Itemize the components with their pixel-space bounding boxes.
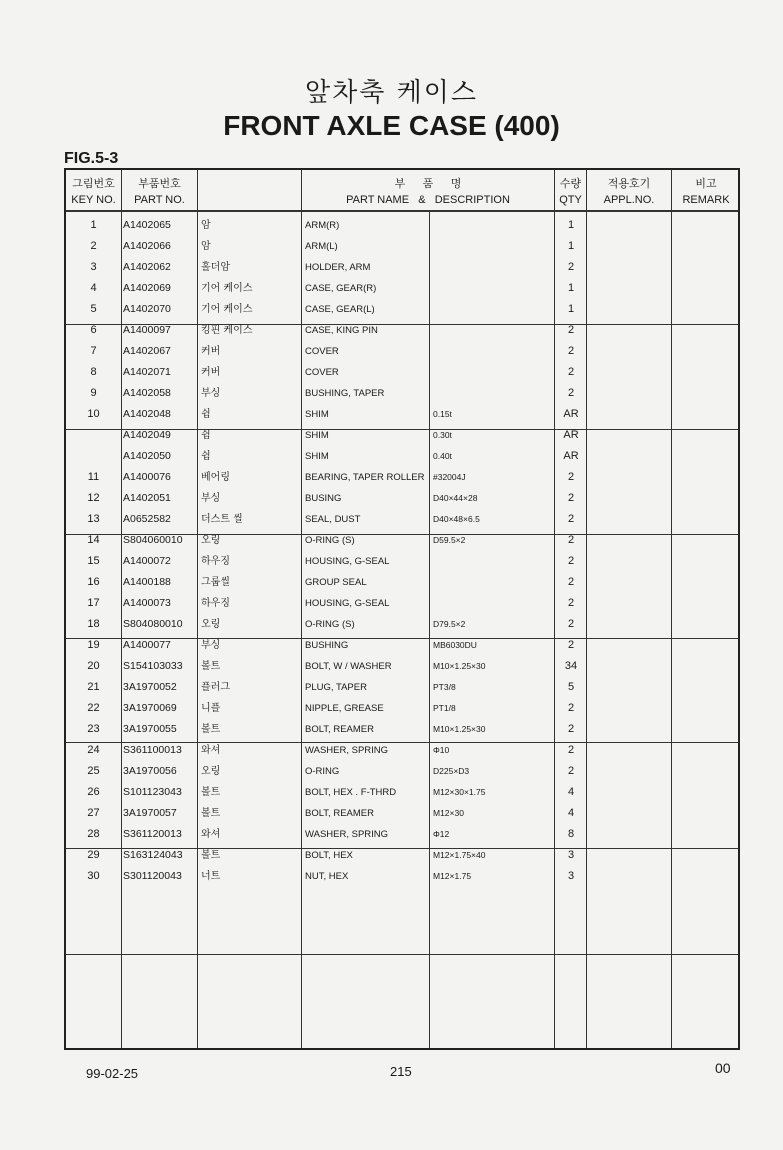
- key-no: 24: [87, 744, 100, 756]
- quantity: 2: [567, 492, 575, 504]
- part-no: A1402058: [123, 387, 171, 399]
- table-row: [66, 824, 738, 845]
- quantity: 2: [567, 366, 575, 378]
- table-row: [66, 467, 738, 488]
- quantity: 34: [564, 660, 578, 672]
- col-header-qty: 수량 QTY: [559, 177, 582, 206]
- part-no: A1402070: [123, 303, 171, 315]
- part-name: BOLT, HEX: [305, 850, 353, 861]
- table-row: [66, 572, 738, 593]
- quantity: 2: [567, 513, 575, 525]
- part-no: S804060010: [123, 534, 183, 546]
- part-name-korean: 쉼: [201, 409, 211, 420]
- part-name-korean: 쉼: [201, 430, 211, 441]
- quantity: 2: [567, 639, 575, 651]
- description: D225×D3: [433, 766, 470, 776]
- part-no: A1402065: [123, 219, 171, 231]
- key-no: 12: [87, 492, 100, 504]
- description: PT1/8: [433, 703, 456, 713]
- key-no: 19: [87, 639, 100, 651]
- quantity: 2: [567, 534, 575, 546]
- table-row: [66, 866, 738, 887]
- part-no: A1400077: [123, 639, 171, 651]
- col-header-appl: 적용호기 APPL.NO.: [603, 177, 655, 206]
- quantity: 4: [567, 807, 575, 819]
- quantity: 2: [567, 387, 575, 399]
- table-row: [66, 425, 738, 446]
- key-no: 10: [87, 408, 100, 420]
- part-name-korean: 더스트 씰: [201, 514, 243, 525]
- part-name: O-RING (S): [305, 619, 355, 630]
- quantity: 2: [567, 765, 575, 777]
- part-name: NUT, HEX: [305, 871, 349, 882]
- quantity: 8: [567, 828, 575, 840]
- quantity: 1: [567, 303, 575, 315]
- description: Φ10: [433, 745, 450, 755]
- part-no: A1402062: [123, 261, 171, 273]
- description: M12×30×1.75: [433, 787, 486, 797]
- part-no: A1400188: [123, 576, 171, 588]
- quantity: 3: [567, 849, 575, 861]
- part-name-korean: 그룹씰: [201, 577, 230, 588]
- quantity: AR: [563, 429, 579, 441]
- table-row: [66, 215, 738, 236]
- part-no: 3A1970057: [123, 807, 177, 819]
- part-no: S163124043: [123, 849, 183, 861]
- part-no: A1402069: [123, 282, 171, 294]
- description: 0.40t: [433, 451, 452, 461]
- part-name-korean: 오링: [201, 619, 221, 630]
- description: 0.30t: [433, 430, 452, 440]
- table-row: [66, 635, 738, 656]
- key-no: 16: [87, 576, 100, 588]
- part-name-korean: 니플: [201, 703, 221, 714]
- part-name: ARM(L): [305, 241, 338, 252]
- part-name-korean: 홀더암: [201, 262, 230, 273]
- table-row: [66, 341, 738, 362]
- table-row: [66, 383, 738, 404]
- part-name: SHIM: [305, 430, 329, 441]
- quantity: 2: [567, 324, 575, 336]
- part-name: COVER: [305, 367, 339, 378]
- part-name: HOUSING, G-SEAL: [305, 598, 390, 609]
- parts-table: [64, 168, 740, 1050]
- part-no: A1400097: [123, 324, 171, 336]
- part-name: CASE, GEAR(R): [305, 283, 377, 294]
- table-row: [66, 782, 738, 803]
- key-no: 13: [87, 513, 100, 525]
- part-name-korean: 오링: [201, 766, 221, 777]
- key-no: 22: [87, 702, 100, 714]
- part-name: WASHER, SPRING: [305, 829, 389, 840]
- part-name-korean: 부싱: [201, 388, 221, 399]
- quantity: 2: [567, 345, 575, 357]
- footer-date: 99-02-25: [86, 1066, 139, 1081]
- key-no: 6: [90, 324, 97, 336]
- part-name: BOLT, HEX . F-THRD: [305, 787, 397, 798]
- quantity: 2: [567, 576, 575, 588]
- part-name-korean: 볼트: [201, 850, 221, 861]
- key-no: 1: [90, 219, 97, 231]
- key-no: 11: [87, 471, 100, 483]
- part-no: 3A1970052: [123, 681, 177, 693]
- description: M10×1.25×30: [433, 661, 486, 671]
- quantity: 4: [567, 786, 575, 798]
- part-name: CASE, KING PIN: [305, 325, 378, 336]
- table-row: [66, 257, 738, 278]
- description: 0.15t: [433, 409, 452, 419]
- part-name: SHIM: [305, 451, 329, 462]
- part-name-korean: 부싱: [201, 493, 221, 504]
- col-header-key: 그림번호 KEY NO.: [71, 177, 116, 206]
- part-name-korean: 오링: [201, 535, 221, 546]
- part-no: A1402049: [123, 429, 171, 441]
- table-row: [66, 236, 738, 257]
- part-name: GROUP SEAL: [305, 577, 367, 588]
- table-row: [66, 677, 738, 698]
- quantity: 2: [567, 702, 575, 714]
- table-row: [66, 740, 738, 761]
- part-name-korean: 커버: [201, 367, 221, 378]
- description: D40×44×28: [433, 493, 478, 503]
- part-name-korean: 볼트: [201, 808, 221, 819]
- key-no: 17: [87, 597, 100, 609]
- part-name: ARM(R): [305, 220, 340, 231]
- key-no: 9: [90, 387, 97, 399]
- col-header-part: 부품번호 PART NO.: [134, 177, 185, 206]
- part-name: BOLT, REAMER: [305, 724, 374, 735]
- key-no: 7: [90, 345, 97, 357]
- part-name-korean: 플러그: [201, 682, 230, 693]
- key-no: 20: [87, 660, 100, 672]
- description: M10×1.25×30: [433, 724, 486, 734]
- table-row: [66, 656, 738, 677]
- part-name: BUSING: [305, 493, 342, 504]
- table-row: [66, 320, 738, 341]
- part-no: A1400072: [123, 555, 171, 567]
- part-name-korean: 볼트: [201, 787, 221, 798]
- part-no: 3A1970069: [123, 702, 177, 714]
- part-no: A1402071: [123, 366, 171, 378]
- part-no: A1402048: [123, 408, 171, 420]
- part-name-korean: 하우징: [201, 598, 230, 609]
- part-name: PLUG, TAPER: [305, 682, 367, 693]
- col-header-remark: 비고 REMARK: [682, 177, 730, 206]
- description: PT3/8: [433, 682, 456, 692]
- part-name-korean: 커버: [201, 346, 221, 357]
- key-no: 2: [90, 240, 97, 252]
- part-name: BUSHING, TAPER: [305, 388, 385, 399]
- key-no: 4: [90, 282, 97, 294]
- part-name-korean: 기어 케이스: [201, 304, 253, 315]
- page-title: FRONT AXLE CASE (400): [223, 110, 560, 141]
- part-no: S101123043: [123, 786, 182, 798]
- part-name: BEARING, TAPER ROLLER: [305, 472, 425, 483]
- key-no: 28: [87, 828, 100, 840]
- quantity: 2: [567, 744, 575, 756]
- part-name-korean: 와셔: [201, 829, 221, 840]
- quantity: 2: [567, 597, 575, 609]
- part-no: A0652582: [123, 513, 171, 525]
- part-name: WASHER, SPRING: [305, 745, 389, 756]
- part-name-korean: 부싱: [201, 640, 221, 651]
- key-no: 5: [90, 303, 97, 315]
- part-no: A1402050: [123, 450, 171, 462]
- page-number: 215: [390, 1064, 412, 1079]
- part-no: 3A1970055: [123, 723, 177, 735]
- table-row: [66, 614, 738, 635]
- description: Φ12: [433, 829, 450, 839]
- part-name: HOUSING, G-SEAL: [305, 556, 390, 567]
- description: M12×1.75: [433, 871, 472, 881]
- part-name: CASE, GEAR(L): [305, 304, 375, 315]
- page-title-korean: 앞차축 케이스: [305, 78, 478, 108]
- part-name-korean: 베어링: [201, 472, 230, 483]
- table-row: [66, 446, 738, 467]
- table-row: [66, 761, 738, 782]
- quantity: 1: [567, 282, 575, 294]
- table-row: [66, 719, 738, 740]
- key-no: 8: [90, 366, 97, 378]
- part-name: BOLT, W / WASHER: [305, 661, 392, 672]
- description: D59.5×2: [433, 535, 466, 545]
- part-name: NIPPLE, GREASE: [305, 703, 384, 714]
- description: D40×48×6.5: [433, 514, 480, 524]
- table-row: [66, 278, 738, 299]
- part-no: A1402067: [123, 345, 171, 357]
- table-row: [66, 299, 738, 320]
- table-row: [66, 845, 738, 866]
- quantity: 2: [567, 471, 575, 483]
- part-no: 3A1970056: [123, 765, 177, 777]
- description: #32004J: [433, 472, 466, 482]
- quantity: 2: [567, 261, 575, 273]
- key-no: 3: [90, 261, 97, 273]
- part-name-korean: 킹핀 케이스: [201, 325, 253, 336]
- key-no: 18: [87, 618, 100, 630]
- quantity: 1: [567, 240, 575, 252]
- quantity: 3: [567, 870, 575, 882]
- key-no: 30: [87, 870, 100, 882]
- key-no: 26: [87, 786, 100, 798]
- key-no: 15: [87, 555, 100, 567]
- part-name-korean: 볼트: [201, 661, 221, 672]
- quantity: 2: [567, 555, 575, 567]
- part-name: BUSHING: [305, 640, 349, 651]
- quantity: AR: [563, 450, 579, 462]
- key-no: 21: [87, 681, 100, 693]
- table-row: [66, 488, 738, 509]
- key-no: 25: [87, 765, 100, 777]
- table-row: [66, 593, 738, 614]
- part-name-korean: 암: [201, 241, 211, 252]
- description: M12×1.75×40: [433, 850, 486, 860]
- part-name: O-RING: [305, 766, 340, 777]
- quantity: 2: [567, 618, 575, 630]
- part-name-korean: 볼트: [201, 724, 221, 735]
- table-row: [66, 404, 738, 425]
- quantity: 2: [567, 723, 575, 735]
- part-name: O-RING (S): [305, 535, 355, 546]
- description: D79.5×2: [433, 619, 466, 629]
- quantity: AR: [563, 408, 579, 420]
- key-no: 23: [87, 723, 100, 735]
- part-name-korean: 기어 케이스: [201, 283, 253, 294]
- part-name-korean: 암: [201, 220, 211, 231]
- part-no: A1400076: [123, 471, 171, 483]
- key-no: 14: [87, 534, 100, 546]
- part-name: HOLDER, ARM: [305, 262, 371, 273]
- part-no: S361120013: [123, 828, 182, 840]
- part-no: S154103033: [123, 660, 183, 672]
- part-name: SEAL, DUST: [305, 514, 361, 525]
- revision-number: 00: [715, 1060, 731, 1076]
- description: MB6030DU: [433, 640, 477, 650]
- col-header-name: 부 품 명 PART NAME & DESCRIPTION: [346, 177, 510, 206]
- part-name-korean: 하우징: [201, 556, 230, 567]
- part-name-korean: 와셔: [201, 745, 221, 756]
- table-row: [66, 698, 738, 719]
- key-no: 27: [87, 807, 100, 819]
- part-no: S301120043: [123, 870, 182, 882]
- part-no: A1402066: [123, 240, 171, 252]
- quantity: 5: [567, 681, 575, 693]
- key-no: 29: [87, 849, 100, 861]
- table-row: [66, 551, 738, 572]
- part-name: BOLT, REAMER: [305, 808, 374, 819]
- part-no: S804080010: [123, 618, 183, 630]
- table-row: [66, 509, 738, 530]
- part-no: S361100013: [123, 744, 182, 756]
- part-name-korean: 너트: [201, 871, 221, 882]
- table-row: [66, 803, 738, 824]
- part-name: SHIM: [305, 409, 329, 420]
- table-row: [66, 530, 738, 551]
- part-name-korean: 쉼: [201, 451, 211, 462]
- part-no: A1400073: [123, 597, 171, 609]
- table-row: [66, 362, 738, 383]
- part-name: COVER: [305, 346, 339, 357]
- figure-label: FIG.5-3: [64, 150, 119, 167]
- description: M12×30: [433, 808, 464, 818]
- part-no: A1402051: [123, 492, 171, 504]
- quantity: 1: [567, 219, 575, 231]
